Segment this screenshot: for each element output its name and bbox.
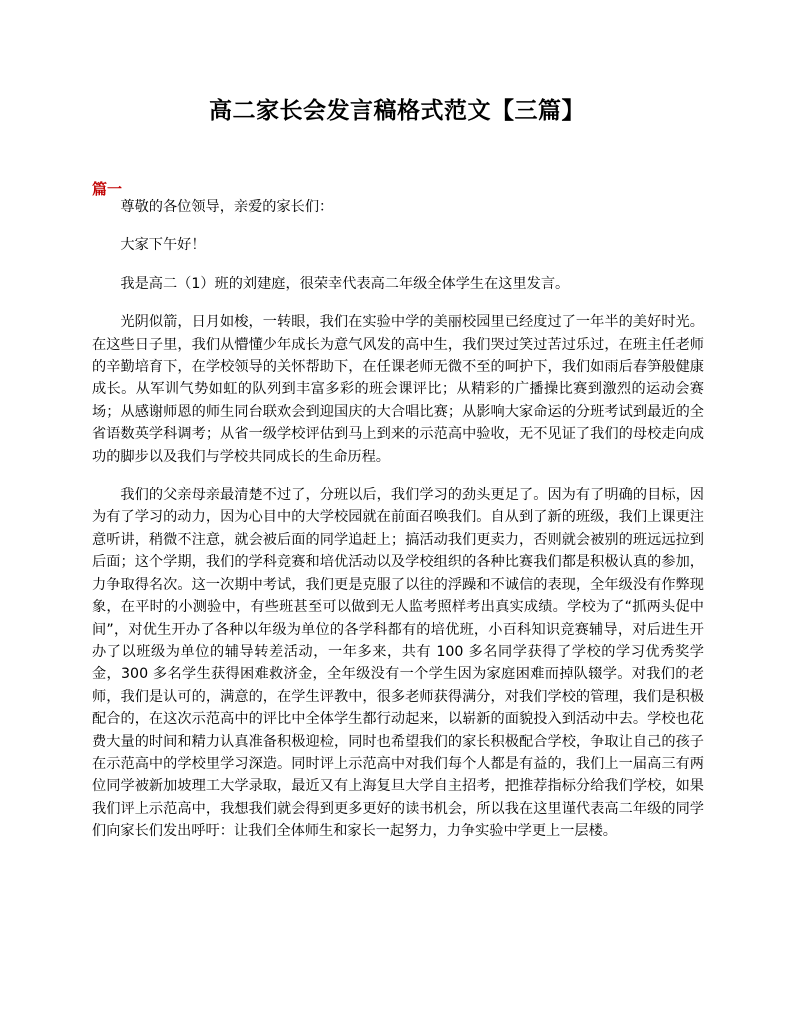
greeting-paragraph: 大家下午好！ xyxy=(120,237,206,254)
introduction-paragraph: 我是高二（1）班的刘建庭，很荣幸代表高二年级全体学生在这里发言。 xyxy=(120,275,570,292)
body-paragraph: 我们的父亲母亲最清楚不过了，分班以后，我们学习的劲头更足了。因为有了明确的目标，因为有了学习的动力，因为心目中的大学校园就在前面召唤我们。自从到了新的班级，我们上课更注意听讲，稍微不注意，就会被后面的同学追赶上；搞活动我们更卖力，否则就会被别的班远远拉到后面；这个学期，我们的学科竞赛和培优活动以及学校组织的各种比赛我们都是积极认真的参加，力争取得名次。这一次期中考试，我们更是克服了以往的浮躁和不诚信的表现，全年级没有作弊现象，在平时的小测验中，有些班甚至可以做到无人监考照样考出真实成绩。学校为了“抓两头促中间”，对优生开办了各种以年级为单位的各学科都有的培优班，小百科知识竞赛辅导，对后进生开办了以班级为单位的辅导转差活动，一年多来，共有 100 多名同学获得了学校的学习优秀奖学金，300 多名学生获得困难救济金，全年级没有一个学生因为家庭困难而掉队辍学。对我们的老师，我们是认可的，满意的，在学生评教中，很多老师获得满分，对我们学校的管理，我们是积极配合的，在这次示范高中的评比中全体学生都行动起来，以崭新的面貌投入到活动中去。学校也花费大量的时间和精力认真准备积极迎检，同时也希望我们的家长积极配合学校，争取让自己的孩子在示范高中的学校里学习深造。同时评上示范高中对我们每个人都是有益的，我们上一届高三有两位同学被新加坡理工大学录取，最近又有上海复旦大学自主招考，把推荐指标分给我们学校，如果我们评上示范高中，我想我们就会得到更多更好的读书机会，所以我在这里谨代表高二年级的同学们向家长们发出呼吁：让我们全体师生和家长一起努力，力争实验中学更上一层楼。 xyxy=(92,487,704,840)
document-title: 高二家长会发言稿格式范文【三篇】 xyxy=(209,97,585,124)
document-body xyxy=(92,196,704,859)
body-paragraph: 光阴似箭，日月如梭，一转眼，我们在实验中学的美丽校园里已经度过了一年半的美好时光。在这些日子里，我们从懵懂少年成长为意气风发的高中生，我们哭过笑过苦过乐过，在班主任老师的辛勤培育下，在学校领导的关怀帮助下，在任课老师无微不至的呵护下，我们如雨后春笋般健康成长。从军训气势如虹的队列到丰富多彩的班会课评比；从精彩的广播操比赛到激烈的运动会赛场；从感谢师恩的师生同台联欢会到迎国庆的大合唱比赛；从影响大家命运的分班考试到最近的全省语数英学科调考；从省一级学校评估到马上到来的示范高中验收，无不见证了我们的母校走向成功的脚步以及我们与学校共同成长的生命历程。 xyxy=(92,314,704,465)
section-heading: 篇一 xyxy=(92,180,123,198)
salutation-paragraph: 尊敬的各位领导，亲爱的家长们： xyxy=(120,199,334,215)
